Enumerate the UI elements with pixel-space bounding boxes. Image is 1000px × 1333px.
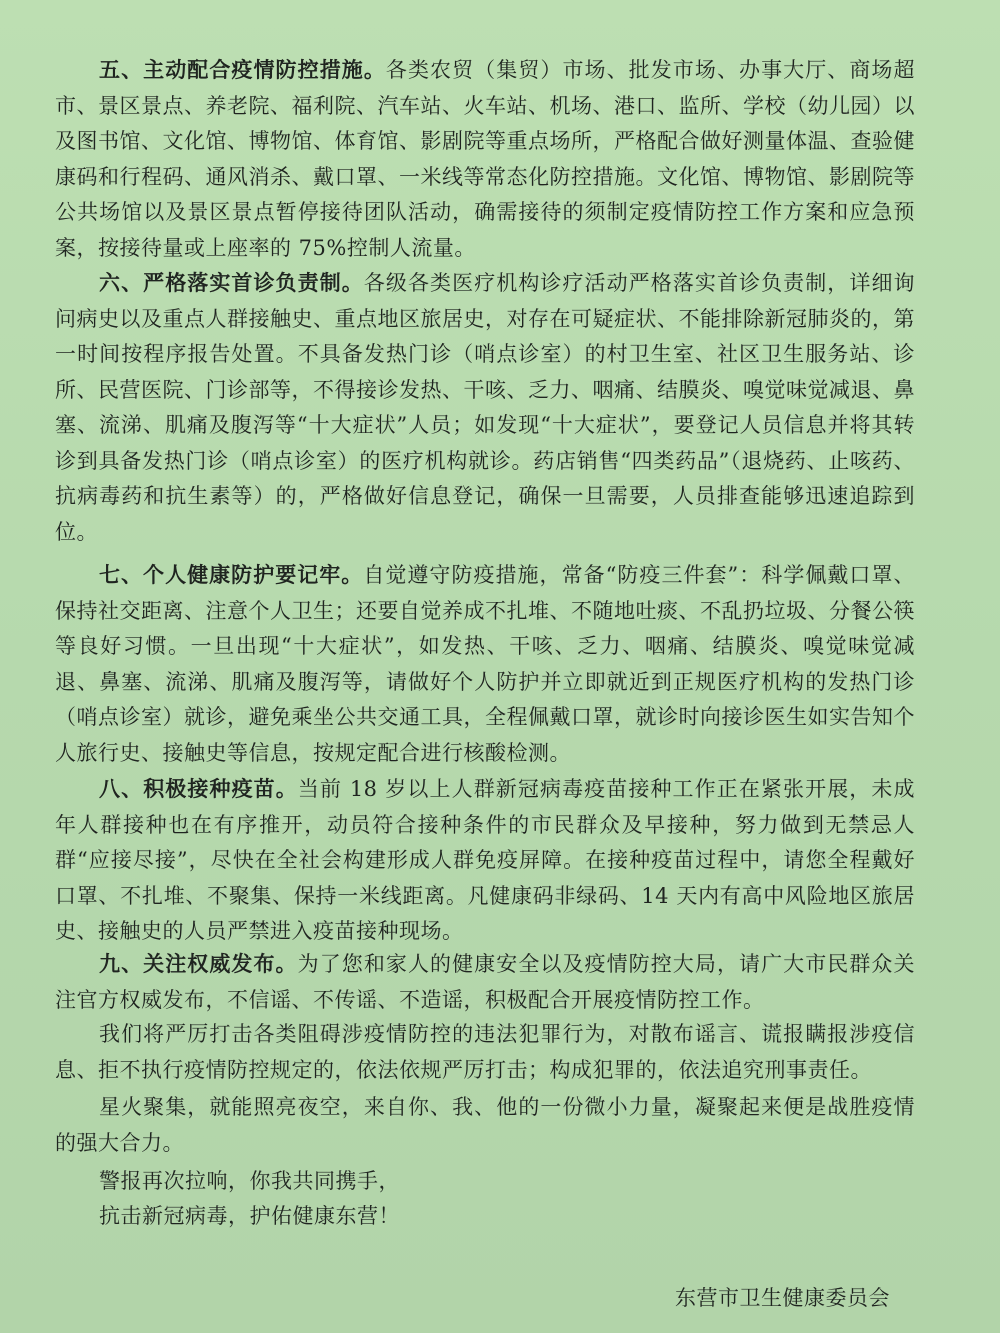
section-5-heading: 五、主动配合疫情防控措施。 — [99, 57, 386, 82]
section-5-body: 各类农贸（集贸）市场、批发市场、办事大厅、商场超市、景区景点、养老院、福利院、汽车站、火车站、机场、港口、监所、学校（幼儿园）以及图书馆、文化馆、博物馆、体育馆、影剧院等重点场所，严格配合做好测量体温、查验健康码和行程码、通风消杀、戴口罩、一米线等常态化防控措施。文化馆、博物馆、影剧院等公共场馆以及景区景点暂停接待团队活动，确需接待的须制定疫情防控工作方案和应急预案，按接待量或上座率的 75%控制人流量。 — [55, 58, 916, 260]
closing-paragraph-unity: 星火聚集，就能照亮夜空，来自你、我、他的一份微小力量，凝聚起来便是战胜疫情的强大合力。 — [55, 1095, 915, 1155]
section-6-heading: 六、严格落实首诊负责制。 — [99, 270, 364, 295]
section-6-paragraph — [55, 265, 915, 550]
issuer-signature: 东营市卫生健康委员会 — [675, 1286, 890, 1310]
slogan-line-2: 抗击新冠病毒，护佑健康东营！ — [99, 1204, 400, 1228]
section-5-paragraph — [55, 52, 915, 266]
section-8-body: 当前 18 岁以上人群新冠病毒疫苗接种工作正在紧张开展，未成年人群接种也在有序推开，动员符合接种条件的市民群众及早接种，努力做到无禁忌人群“应接尽接”，尽快在全社会构建形成人群免疫屏障。在接种疫苗过程中，请您全程戴好口罩、不扎堆、不聚集、保持一米线距离。凡健康码非绿码、14 天内有高中风险地区旅居史、接触史的人员严禁进入疫苗接种现场。 — [55, 777, 915, 943]
section-9-paragraph — [55, 946, 915, 1018]
section-7-body: 自觉遵守防疫措施，常备“防疫三件套”：科学佩戴口罩、保持社交距离、注意个人卫生；还要自觉养成不扎堆、不随地吐痰、不乱扔垃圾、分餐公筷等良好习惯。一旦出现“十大症状”，如发热、干咳、乏力、咽痛、结膜炎、嗅觉味觉减退、鼻塞、流涕、肌痛及腹泻等，请做好个人防护并立即就近到正规医疗机构的发热门诊（哨点诊室）就诊，避免乘坐公共交通工具，全程佩戴口罩，就诊时向接诊医生如实告知个人旅行史、接触史等信息，按规定配合进行核酸检测。 — [55, 563, 915, 765]
section-9-heading: 九、关注权威发布。 — [99, 951, 298, 976]
section-8-heading: 八、积极接种疫苗。 — [99, 776, 298, 801]
section-7-paragraph — [55, 557, 915, 771]
section-7-heading: 七、个人健康防护要记牢。 — [99, 562, 364, 587]
section-6-body: 各级各类医疗机构诊疗活动严格落实首诊负责制，详细询问病史以及重点人群接触史、重点地区旅居史，对存在可疑症状、不能排除新冠肺炎的，第一时间按程序报告处置。不具备发热门诊（哨点诊室）的村卫生室、社区卫生服务站、诊所、民营医院、门诊部等，不得接诊发热、干咳、乏力、咽痛、结膜炎、嗅觉味觉减退、鼻塞、流涕、肌痛及腹泻等“十大症状”人员；如发现“十大症状”，要登记人员信息并将其转诊到具备发热门诊（哨点诊室）的医疗机构就诊。药店销售“四类药品”（退烧药、止咳药、抗病毒药和抗生素等）的，严格做好信息登记，确保一旦需要，人员排查能够迅速追踪到位。 — [55, 271, 916, 544]
slogan-line-1: 警报再次拉响，你我共同携手， — [99, 1169, 400, 1193]
closing-paragraph-crackdown: 我们将严厉打击各类阻碍涉疫情防控的违法犯罪行为，对散布谣言、谎报瞒报涉疫信息、拒不执行疫情防控规定的，依法依规严厉打击；构成犯罪的，依法追究刑事责任。 — [55, 1022, 915, 1082]
section-8-paragraph — [55, 771, 915, 950]
section-9-body: 为了您和家人的健康安全以及疫情防控大局，请广大市民群众关注官方权威发布，不信谣、不传谣、不造谣，积极配合开展疫情防控工作。 — [55, 952, 915, 1012]
